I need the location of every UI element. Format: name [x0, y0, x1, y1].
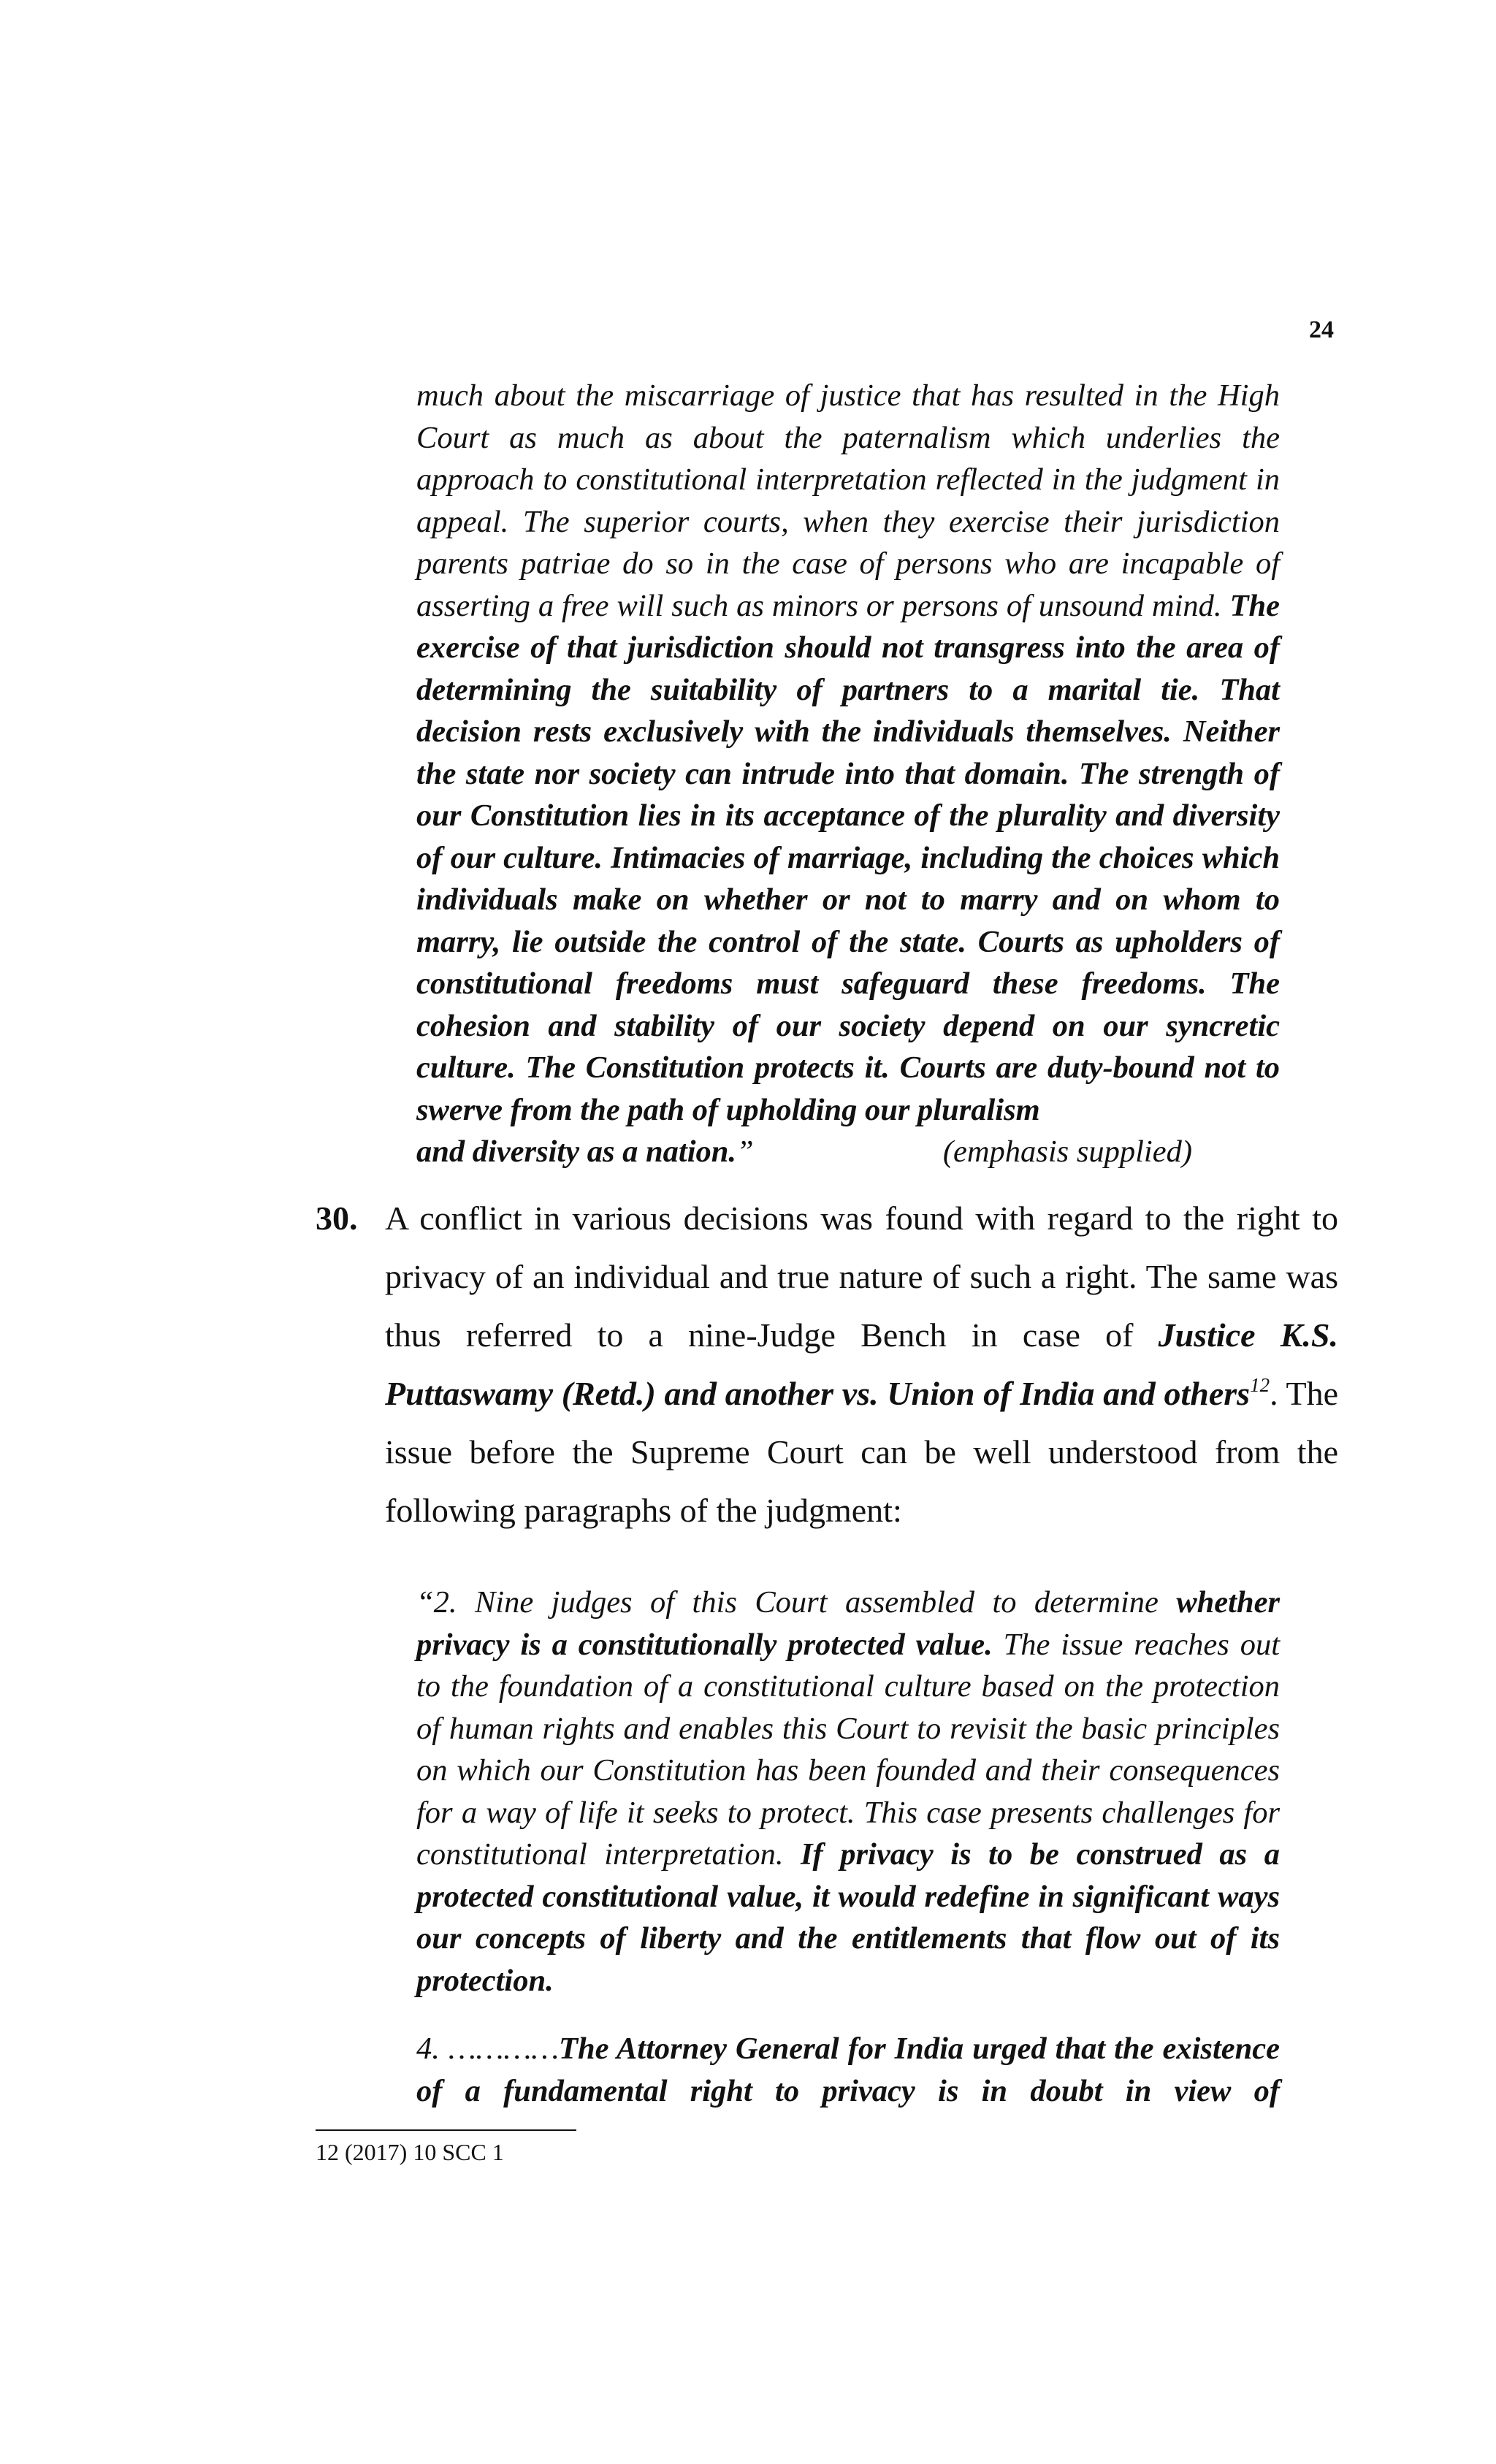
- footnote-separator: [316, 2129, 576, 2131]
- quote-bold-text: The Attorney General for India urged that the existence of a fundamental right to privacy is in doubt in view of: [416, 2032, 1280, 2108]
- quote-final-bold: and diversity as a nation.: [416, 1134, 737, 1169]
- emphasis-note: (emphasis supplied): [942, 1134, 1192, 1169]
- paragraph-number: 30.: [316, 1199, 358, 1237]
- footnote-reference: 12: [1250, 1374, 1270, 1396]
- paragraph-30: [316, 1189, 1338, 1540]
- paragraph-text-lead: A conflict in various decisions was found with regard to the right to privacy of an individual and true nature of such a right. The same was thus referred to a nine-Judge Bench in case of: [385, 1199, 1338, 1354]
- quote-plain-text: 4. …………: [416, 2032, 560, 2066]
- quote-bold-text: If privacy is to be construed as a protected constitutional value, it would redefine in significant ways our concepts of liberty and the entitlements that flow out of its protection.: [416, 1837, 1280, 1998]
- quote-bold-text: whether privacy is a constitutionally protected value.: [416, 1585, 1281, 1662]
- paragraph-text: [385, 1189, 1338, 1540]
- block-quote-marriage: [416, 375, 1280, 1173]
- quote-closing-line: [416, 1131, 1280, 1173]
- quote-plain-text: “2. Nine judges of this Court assembled to determine: [416, 1585, 1159, 1620]
- block-quote-privacy: [416, 1582, 1280, 2002]
- footnote: 12 (2017) 10 SCC 1: [316, 2139, 504, 2165]
- page-number: 24: [1309, 316, 1334, 343]
- closing-quote-mark: ”: [736, 1134, 754, 1169]
- quote-bold-text: The exercise of that jurisdiction should not transgress into the area of determining the suitability of partners to a marital tie. That decision rests exclusively with the individuals themselves. Neither the state nor society can intrude into that domain. The strength of our Constitution lies in its acceptance of the plurality and diversity of our culture. Intimacies of marriage, including the choices which individuals make on whether or not to marry and on whom to marry, lie outside the control of the state. Courts as upholders of constitutional freedoms must safeguard these freedoms. The cohesion and stability of our society depend on our syncretic culture. The Constitution protects it. Courts are duty-bound not to swerve from the path of upholding our pluralism: [416, 588, 1281, 1127]
- case-citation: Justice K.S. Puttaswamy (Retd.) and another vs. Union of India and others: [385, 1316, 1338, 1412]
- block-quote-attorney-general: [416, 2028, 1280, 2112]
- quote-plain-text: The issue reaches out to the foundation of a constitutional culture based on the protection of human rights and enables this Court to revisit the basic principles on which our Constitution has been founded and their consequences for a way of life it seeks to protect. This case presents challenges for constitutional interpretation.: [416, 1627, 1280, 1872]
- paragraph-text-tail: . The issue before the Supreme Court can be well understood from the following paragraphs of the judgment:: [385, 1375, 1338, 1529]
- quote-plain-text: much about the miscarriage of justice that has resulted in the High Court as much as about the paternalism which underlies the approach to constitutional interpretation reflected in the judgment in appeal. The superior courts, when they exercise their jurisdiction parents patriae do so in the case of persons who are incapable of asserting a free will such as minors or persons of unsound mind.: [416, 378, 1280, 623]
